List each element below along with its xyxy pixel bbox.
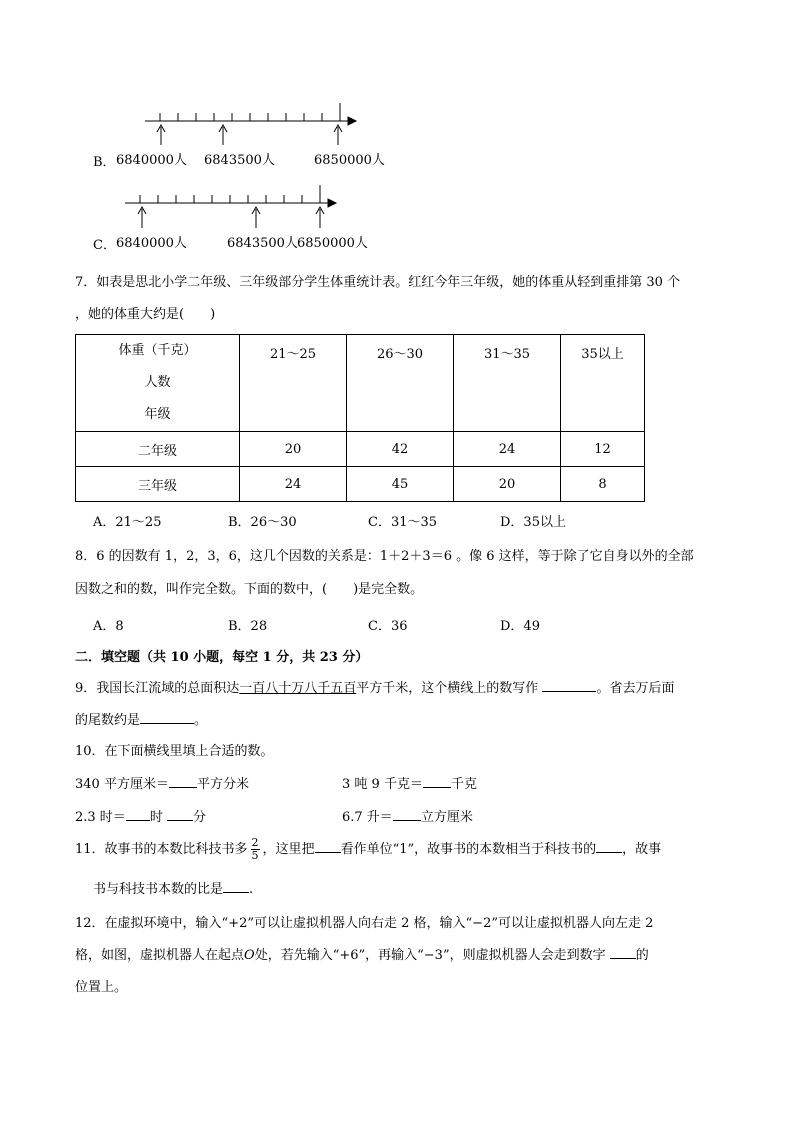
- q10-blank-2[interactable]: [423, 774, 451, 788]
- q11-part-1: 11．故事书的本数比科技书多: [75, 842, 248, 857]
- q11-blank-1[interactable]: [315, 839, 341, 853]
- q7-option-a: A．21～25: [93, 515, 162, 530]
- q10-item-3-unit-1: 时: [149, 810, 163, 825]
- q10-item-1-unit: 平方分米: [196, 777, 249, 792]
- q8-option-d: D．49: [500, 619, 540, 634]
- q7-option-b: B．26～30: [228, 515, 297, 530]
- q11-part-2: ，这里把: [262, 842, 315, 857]
- q12-line-1: 12．在虚拟环境中，输入“+2”可以让虚拟机器人向右走 2 格，输入“−2”可以让虚拟机器人向左走 2: [75, 916, 654, 931]
- q10-blank-4[interactable]: [167, 807, 193, 821]
- q10-item-1-prefix: 340 平方厘米＝: [75, 777, 169, 792]
- table-cell: 45: [347, 467, 454, 502]
- q9-blank-2[interactable]: [140, 710, 194, 724]
- q10-blank-5[interactable]: [393, 807, 421, 821]
- q12-line-2-middle: 处，若先输入“+6”，再输入“−3”，则虚拟机器人会走到数字: [254, 948, 606, 963]
- q11-line-2-text: 书与科技书本数的比是: [93, 882, 224, 897]
- q10-item-3-unit-2: 分: [192, 810, 206, 825]
- weight-table: [75, 334, 645, 502]
- table-column-header: 21～25: [240, 335, 347, 432]
- q12-point-o: O: [244, 948, 255, 963]
- q9-line-2-end: 。: [194, 713, 208, 728]
- option-c-letter: C．: [93, 238, 116, 253]
- q10-blank-3[interactable]: [126, 807, 150, 821]
- q8-option-a: A．8: [93, 619, 124, 634]
- q10-item-1: [75, 773, 249, 792]
- q7-line-1: 7．如表是思北小学二年级、三年级部分学生体重统计表。红红今年三年级，她的体重从轻到重排第 30 个: [75, 275, 681, 290]
- q11-part-3: 看作单位“1”，故事书的本数相当于科技书的: [340, 842, 597, 857]
- q9-line-1: [75, 677, 674, 696]
- q10-item-3-prefix: 2.3 时＝: [75, 810, 126, 825]
- q12-line-2: [75, 944, 649, 963]
- q11-line-2: [93, 878, 253, 897]
- table-row-label: 二年级: [76, 432, 240, 467]
- q9-line-2: [75, 709, 207, 728]
- table-cell: 12: [561, 432, 645, 467]
- table-row-label: 三年级: [76, 467, 240, 502]
- q9-part-3: 。省去万后面: [596, 681, 675, 696]
- option-c-label-2: 6843500人: [227, 236, 298, 251]
- q10-item-4-prefix: 6.7 升＝: [342, 810, 393, 825]
- q11-fraction-denominator: 5: [251, 849, 259, 862]
- q10-title: 10．在下面横线里填上合适的数。: [75, 744, 274, 759]
- q8-line-2: 因数之和的数，叫作完全数。下面的数中，( )是完全数。: [75, 582, 424, 597]
- q7-option-d: D．35以上: [500, 515, 566, 530]
- number-line-option-c: [125, 185, 336, 228]
- q9-part-2: 平方千米，这个横线上的数写作: [356, 681, 539, 696]
- q12-line-2-end: 的: [635, 948, 649, 963]
- q8-option-b: B．28: [228, 619, 268, 634]
- q10-item-4: [342, 806, 473, 825]
- table-cell: 20: [454, 467, 561, 502]
- q12-line-3: 位置上。: [75, 980, 128, 995]
- number-line-option-b: [0, 0, 794, 260]
- q11-line-2-end: .: [249, 882, 254, 897]
- q11-fraction: [251, 837, 260, 862]
- q12-blank-1[interactable]: [610, 945, 636, 959]
- table-column-header: 35以上: [561, 335, 645, 432]
- q8-line-1: 8．6 的因数有 1，2，3，6，这几个因数的关系是：1＋2＋3＝6 。像 6 这样，等于除了它自身以外的全部: [75, 549, 694, 564]
- q11-fraction-numerator: 2: [251, 836, 259, 849]
- q11-blank-3[interactable]: [223, 879, 249, 893]
- q10-item-4-unit: 立方厘米: [420, 810, 473, 825]
- pointer-arrows-c: [138, 207, 324, 228]
- table-cell: 24: [454, 432, 561, 467]
- table-row: [76, 467, 645, 502]
- axis-arrowhead-c: [328, 199, 336, 207]
- table-row: [76, 432, 645, 467]
- q11-part-4: ，故事: [622, 842, 662, 857]
- option-b-label-2: 6843500人: [204, 153, 275, 168]
- table-cell: 8: [561, 467, 645, 502]
- header-weight-label: 体重（千克）: [118, 343, 197, 358]
- q10-item-2: [342, 773, 477, 792]
- table-column-header: 31～35: [454, 335, 561, 432]
- q11-line-1: [75, 837, 661, 862]
- option-b-label-1: 6840000人: [116, 153, 187, 168]
- ticks-b: [160, 103, 340, 121]
- q9-underlined-number: 一百八十万八千五百: [239, 681, 357, 696]
- option-b-label-3: 6850000人: [314, 153, 385, 168]
- table-cell: 42: [347, 432, 454, 467]
- q10-item-3: [75, 806, 206, 825]
- q10-blank-1[interactable]: [169, 774, 197, 788]
- option-c-label-1: 6840000人: [116, 236, 187, 251]
- section-2-title: 二．填空题（共 10 小题，每空 1 分，共 23 分）: [75, 650, 369, 665]
- pointer-arrows-b: [157, 125, 342, 145]
- table-header-diagonal-cell: [76, 335, 240, 432]
- q10-item-2-prefix: 3 吨 9 千克＝: [342, 777, 423, 792]
- q10-item-2-unit: 千克: [450, 777, 477, 792]
- q7-line-2: ，她的体重大约是( ): [75, 307, 216, 322]
- q9-line-2-text: 的尾数约是: [75, 713, 141, 728]
- table-column-header: 26～30: [347, 335, 454, 432]
- table-cell: 24: [240, 467, 347, 502]
- ticks-c: [140, 185, 320, 203]
- q8-option-c: C．36: [368, 619, 408, 634]
- option-b-letter: B．: [93, 155, 116, 170]
- axis-arrowhead-b: [348, 117, 356, 125]
- q9-part-1: 9．我国长江流域的总面积达: [75, 681, 240, 696]
- header-grade-label: 年级: [144, 407, 171, 422]
- table-cell: 20: [240, 432, 347, 467]
- q11-blank-2[interactable]: [596, 839, 622, 853]
- q12-line-2-text: 格，如图，虚拟机器人在起点: [75, 948, 245, 963]
- header-count-label: 人数: [144, 375, 171, 390]
- table-header-row: [76, 335, 645, 432]
- q7-option-c: C．31～35: [368, 515, 438, 530]
- option-c-label-3: 6850000人: [297, 236, 368, 251]
- q9-blank-1[interactable]: [542, 678, 596, 692]
